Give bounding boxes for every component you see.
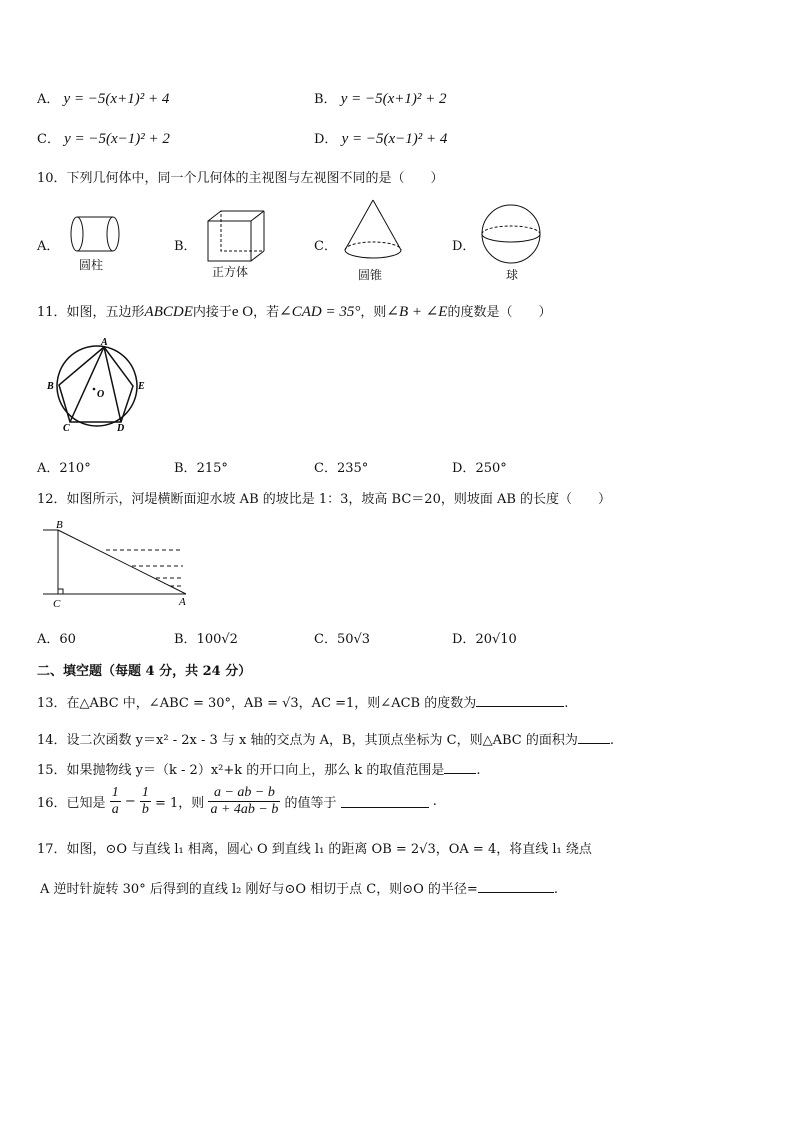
q9-option-c	[37, 128, 170, 148]
question-end: .	[564, 696, 569, 711]
cone-icon	[340, 198, 406, 264]
figure-label: B	[56, 519, 63, 531]
option-value: 215°	[196, 461, 228, 476]
stem-math: ∠CAD = 35°	[279, 304, 361, 320]
option-label: A．	[37, 239, 60, 254]
q11-stem	[37, 301, 551, 321]
q11-pentagon-figure	[44, 335, 154, 435]
question-end: .	[432, 794, 437, 809]
option-label: D．	[314, 132, 338, 147]
stem-math: ∠B + ∠E	[386, 304, 448, 320]
option-label: B．	[174, 239, 197, 254]
option-label: D．	[452, 461, 476, 476]
answer-blank[interactable]	[476, 694, 564, 707]
figure-label: B	[47, 381, 54, 392]
figure-label: C	[63, 423, 70, 434]
question-text: 14．设二次函数 y＝x² - 2x - 3 与 x 轴的交点为 A，B，其顶点坐标为 C，则△ABC 的面积为	[37, 733, 578, 748]
stem-text: 内接于	[192, 305, 232, 320]
question-end: .	[476, 763, 481, 778]
stem-math: ABCDE	[144, 304, 193, 320]
q12-option-c	[314, 628, 370, 647]
option-formula: y = −5(x−1)² + 2	[64, 131, 170, 147]
option-value: 100√2	[196, 632, 238, 647]
q9-option-b	[314, 88, 447, 108]
stem-text: ，若	[253, 305, 280, 320]
option-label: A．	[37, 632, 60, 647]
question-text: 15．如果抛物线 y＝（k - 2）x²+k 的开口向上，那么 k 的取值范围是	[37, 763, 445, 778]
answer-blank[interactable]	[444, 761, 476, 774]
q11-option-d	[452, 457, 507, 476]
q12-option-d	[452, 628, 517, 647]
stem-math: e O	[231, 304, 254, 320]
option-label: D．	[452, 632, 476, 647]
figure-label: A	[179, 596, 186, 608]
fraction-numerator: 1	[141, 785, 149, 800]
fraction	[110, 785, 121, 818]
cube-icon	[204, 207, 274, 265]
option-label: A．	[37, 461, 60, 476]
q10-option-a	[37, 205, 137, 275]
q11-option-c	[314, 457, 368, 476]
fraction	[208, 785, 280, 818]
option-label: B．	[314, 92, 337, 107]
q17-line1: 17．如图，⊙O 与直线 l₁ 相离，圆心 O 到直线 l₁ 的距离 OB = 2√3，OA = 4，将直线 l₁ 绕点	[37, 842, 592, 857]
option-value: 250°	[475, 461, 507, 476]
option-caption: 球	[506, 268, 519, 282]
sphere-icon	[480, 203, 542, 265]
option-label: B．	[174, 632, 197, 647]
minus-sign: −	[124, 794, 136, 809]
q10-option-c	[314, 198, 424, 286]
stem-text: 的度数是（ ）	[447, 305, 552, 320]
question-text: = 1，则	[155, 796, 205, 811]
option-caption: 圆锥	[358, 268, 383, 282]
q10-option-d	[452, 203, 552, 283]
q11-option-a	[37, 457, 91, 476]
figure-label: O	[97, 389, 105, 400]
q14	[37, 729, 614, 748]
option-value: 60	[59, 632, 76, 647]
fraction-denominator: a	[111, 802, 119, 817]
figure-label: A	[101, 337, 108, 348]
answer-blank[interactable]	[341, 795, 429, 808]
option-label: C．	[314, 461, 337, 476]
option-formula: y = −5(x+1)² + 2	[340, 91, 447, 107]
q10-stem: 10．下列几何体中，同一个几何体的主视图与左视图不同的是（ ）	[37, 171, 444, 186]
fraction-denominator: b	[141, 802, 149, 817]
option-label: C．	[314, 239, 337, 254]
option-caption: 圆柱	[79, 258, 104, 272]
option-value: 20√10	[475, 632, 517, 647]
question-text: 13．在△ABC 中，∠ABC = 30°，AB = √3，AC =1，则∠ACB 的度数为	[37, 696, 477, 711]
fraction	[140, 785, 151, 818]
q12-embankment-figure	[40, 516, 200, 612]
stem-text: ，则	[360, 305, 387, 320]
q12-option-b	[174, 628, 238, 647]
q11-option-b	[174, 457, 228, 476]
question-text: 的值等于	[284, 796, 337, 811]
option-label: A．	[37, 92, 60, 107]
option-label: C．	[314, 632, 337, 647]
option-formula: y = −5(x+1)² + 4	[63, 91, 170, 107]
figure-label: E	[138, 381, 145, 392]
question-text: A 逆时针旋转 30° 后得到的直线 l₂ 刚好与⊙O 相切于点 C，则⊙O 的半径=	[40, 882, 478, 897]
option-formula: y = −5(x−1)² + 4	[341, 131, 448, 147]
section-title: 二、填空题（每题 4 分，共 24 分）	[37, 664, 252, 679]
question-end: .	[609, 733, 615, 748]
question-text: 16．已知是	[37, 796, 106, 811]
option-value: 210°	[59, 461, 91, 476]
cylinder-icon	[65, 210, 125, 258]
q9-option-a	[37, 88, 169, 108]
q12-stem: 12．如图所示，河堤横断面迎水坡 AB 的坡比是 1：3，坡高 BC＝20，则坡面 AB 的长度（ ）	[37, 492, 612, 507]
option-label: C．	[37, 132, 60, 147]
stem-text: 11．如图，五边形	[37, 305, 145, 320]
answer-blank[interactable]	[478, 880, 554, 893]
fraction-numerator: a − ab − b	[208, 785, 280, 802]
q10-option-b	[174, 205, 284, 280]
option-value: 50√3	[336, 632, 371, 647]
answer-blank[interactable]	[578, 731, 610, 744]
q17-line2	[40, 878, 558, 897]
q9-option-d	[314, 128, 447, 148]
q16	[37, 785, 437, 818]
option-label: D．	[452, 239, 476, 254]
question-end: .	[553, 882, 558, 897]
option-value: 235°	[336, 461, 369, 476]
fraction-numerator: 1	[111, 785, 119, 800]
q15	[37, 759, 481, 778]
q12-option-a	[37, 628, 76, 647]
figure-label: D	[117, 423, 125, 434]
figure-label: C	[53, 598, 61, 610]
option-caption: 正方体	[212, 265, 249, 279]
option-label: B．	[174, 461, 197, 476]
fraction-denominator: a + 4ab − b	[210, 802, 279, 817]
q13	[37, 692, 568, 711]
